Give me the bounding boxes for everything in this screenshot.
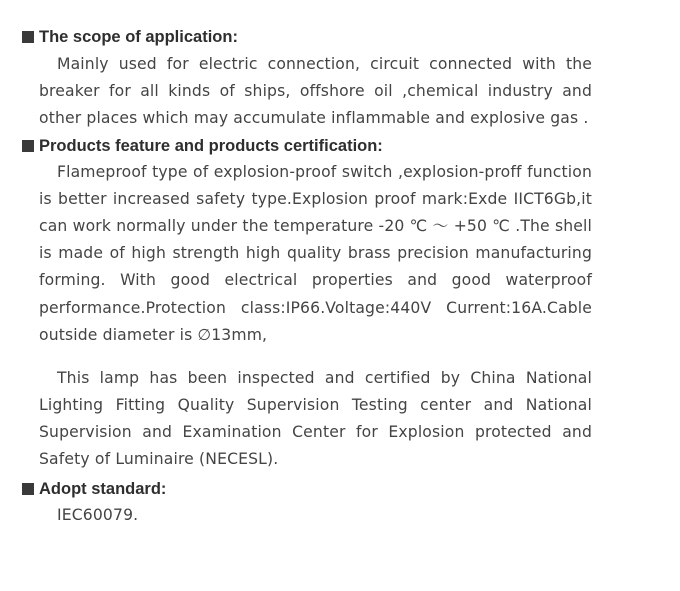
scope-paragraph: Mainly used for electric connection, circuit connected with the breaker for all kinds of ships, offshore oil ,chemical industry and other places which may accumulate inflammable and explosive gas . — [39, 55, 592, 128]
standard-paragraph: IEC60079. — [57, 506, 139, 525]
heading-text: Products feature and products certification: — [39, 136, 383, 155]
square-bullet-icon — [22, 140, 34, 152]
square-bullet-icon — [22, 483, 34, 495]
heading-text: The scope of application: — [39, 28, 238, 46]
section-heading-standard — [22, 478, 592, 501]
certification-paragraph: This lamp has been inspected and certified by China National Lighting Fitting Quality Supervision Testing center and National Supervision and Examination Center for Explosion protected and Safety of Luminaire (NECESL). — [39, 368, 592, 469]
heading-text: Adopt standard: — [39, 480, 167, 499]
features-paragraph: Flameproof type of explosion-proof switch ,explosion-proff function is better increased safety type.Explosion proof mark:Exde IICT6Gb,it can work normally under the temperature -20 ℃ ～ +50 ℃ .The shell is made of high strength high quality brass precision manufacturing forming. With good electrical properties and good waterproof performance.Protection class:IP66.Voltage:440V Current:16A.Cable outside diameter is ∅13mm, — [39, 162, 592, 344]
section-heading-features — [22, 135, 592, 158]
square-bullet-icon — [22, 31, 34, 43]
section-heading-scope — [22, 26, 592, 49]
product-description — [22, 26, 592, 545]
